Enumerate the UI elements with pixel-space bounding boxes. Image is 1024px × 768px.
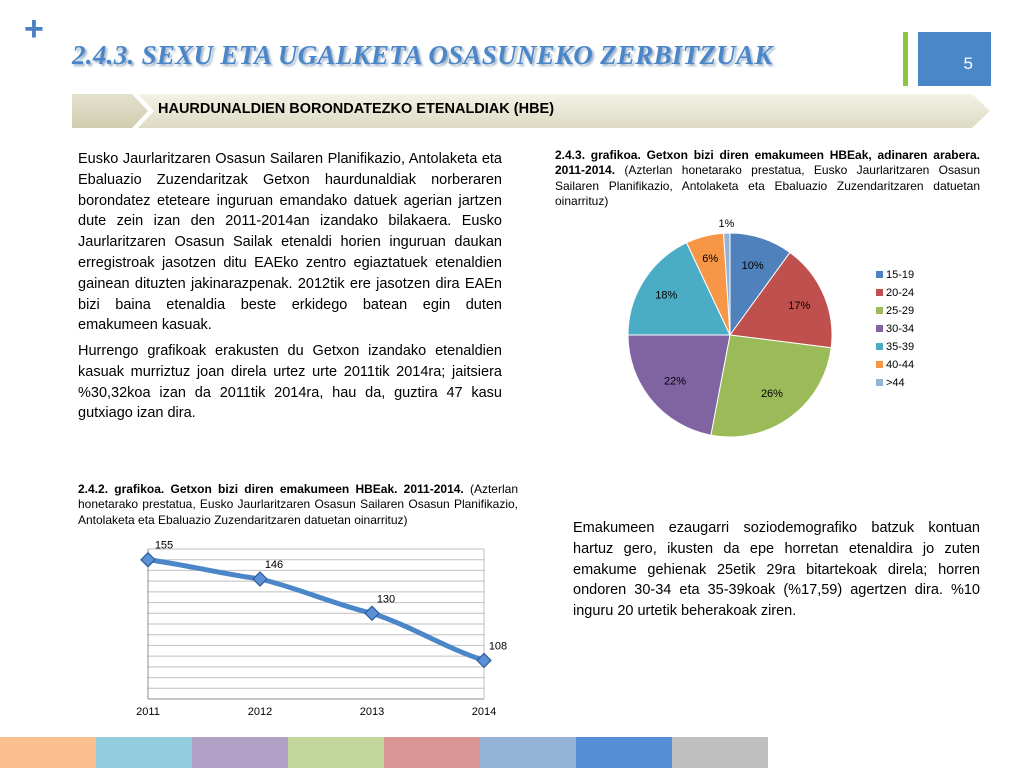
- line-caption-source: (Azterlan honetarako prestatua, Eusko Jaurlaritzaren Osasun Sailaren Osasun Planifikazio, Antolaketa eta Ebaluazio Zuzendaritzaren datuetan oinarrituz): [78, 482, 518, 527]
- line-chart: [128, 535, 508, 725]
- pie-data-label: 26%: [760, 387, 783, 400]
- pie-data-label: 1%: [718, 217, 735, 230]
- footer-color-segment: [96, 737, 192, 768]
- pie-data-label: 6%: [702, 252, 719, 265]
- footer-color-segment: [0, 737, 96, 768]
- legend-swatch: [876, 289, 883, 296]
- plus-icon: +: [24, 10, 44, 48]
- x-tick-label: 2014: [471, 706, 497, 718]
- pie-caption-bold: 2.4.3. grafikoa. Getxon bizi diren emakumeen HBEak, adinaren arabera. 2011-2014.: [555, 148, 980, 178]
- legend-label: 40-44: [886, 359, 915, 371]
- legend-item: [876, 320, 914, 338]
- footer-color-segment: [672, 737, 768, 768]
- legend-item: [876, 338, 914, 356]
- legend-item: [876, 356, 914, 374]
- legend-swatch: [876, 343, 883, 350]
- legend-swatch: [876, 361, 883, 368]
- legend-swatch: [876, 325, 883, 332]
- slide-title: 2.4.3. SEXU ETA UGALKETA OSASUNEKO ZERBITZUAK: [72, 40, 773, 70]
- footer-color-segment: [576, 737, 672, 768]
- data-label: 108: [488, 640, 508, 653]
- banner-arrow-left: [72, 94, 148, 128]
- data-point-marker: [253, 572, 267, 586]
- data-label: 130: [376, 593, 396, 606]
- footer-color-segment: [192, 737, 288, 768]
- legend-swatch: [876, 271, 883, 278]
- pie-data-label: 10%: [741, 260, 764, 273]
- footer-color-bar: [0, 737, 768, 768]
- data-label: 155: [154, 539, 174, 552]
- legend-item: [876, 284, 914, 302]
- page-number: 5: [963, 54, 973, 73]
- title-divider: [903, 32, 908, 86]
- legend-label: 15-19: [886, 269, 915, 281]
- banner-label: HAURDUNALDIEN BORONDATEZKO ETENALDIAK (HBE): [158, 101, 555, 117]
- pie-data-label: 18%: [655, 289, 678, 302]
- footer-color-segment: [288, 737, 384, 768]
- pie-caption-source: (Azterlan honetarako prestatua, Eusko Jaurlaritzaren Osasun Sailaren Planifikazio, Antolaketa eta Ebaluazio Zuzendaritzaren datuetan oinarrituz): [555, 163, 980, 208]
- data-point-marker: [365, 606, 379, 620]
- pie-chart-caption: [555, 148, 980, 209]
- legend-item: [876, 302, 914, 320]
- data-point-marker: [141, 553, 155, 567]
- footer-color-segment: [384, 737, 480, 768]
- page-number-box: [918, 32, 991, 86]
- data-label: 146: [264, 559, 284, 571]
- legend-swatch: [876, 307, 883, 314]
- trend-paragraph: Hurrengo grafikoak erakusten du Getxon izandako etenaldien kasuak murriztuz joan direla urtez urte 2011tik 2014ra; jaitsiera %30,32koa izan da 2011tik 2014ra, hau da, guztira 47 kasu gutxiago izan dira.: [78, 343, 502, 422]
- x-tick-label: 2012: [247, 706, 273, 718]
- pie-chart: [620, 217, 840, 443]
- x-tick-label: 2011: [136, 706, 160, 718]
- line-caption-bold: 2.4.2. grafikoa. Getxon bizi diren emakumeen HBEak. 2011-2014.: [78, 482, 464, 496]
- legend-label: 20-24: [886, 287, 915, 299]
- legend-label: 25-29: [886, 305, 915, 317]
- legend-label: 30-34: [886, 323, 915, 335]
- line-chart-caption: [78, 482, 518, 528]
- pie-legend: [876, 266, 914, 392]
- legend-item: [876, 374, 914, 392]
- intro-paragraph: Eusko Jaurlaritzaren Osasun Sailaren Planifikazio, Antolaketa eta Ebaluazio Zuzendaritzak Getxon haurdunaldiak norberaren borondatez eteteare inguruan emandako datuek agerian jartzen dute zein izan den 2011-2014an izandako bilakaera. Eusko Jaurlaritzaren Osasun Sailak etenaldi horien inguruan daukan erregistroak jasotzen ditu EAEko zentro egiaztatuek etenaldien gainean dituzten jakinarazpenak. 2012tik ere jasotzen dira EAEn bizi baina etenaldia beste erkidego batean egin duten emakumeen kasuak.: [78, 151, 502, 334]
- x-tick-label: 2013: [359, 706, 385, 718]
- pie-data-label: 22%: [663, 375, 687, 388]
- pie-slice-25-29: [711, 335, 831, 437]
- legend-label: >44: [886, 377, 905, 389]
- legend-label: 35-39: [886, 341, 915, 353]
- legend-item: [876, 266, 914, 284]
- pie-data-label: 17%: [788, 300, 811, 313]
- data-point-marker: [477, 653, 491, 667]
- footer-color-segment: [480, 737, 576, 768]
- legend-swatch: [876, 379, 883, 386]
- age-paragraph: Emakumeen ezaugarri soziodemografiko batzuk kontuan hartuz gero, ikusten da epe horretan etenaldira jo zuten emakume gehienak 25etik 29ra bitartekoak direla; horren ondoren 30-34 eta 35-39koak (%17,59) agertzen dira. %10 inguru 20 urtetik beherakoak ziren.: [573, 520, 980, 620]
